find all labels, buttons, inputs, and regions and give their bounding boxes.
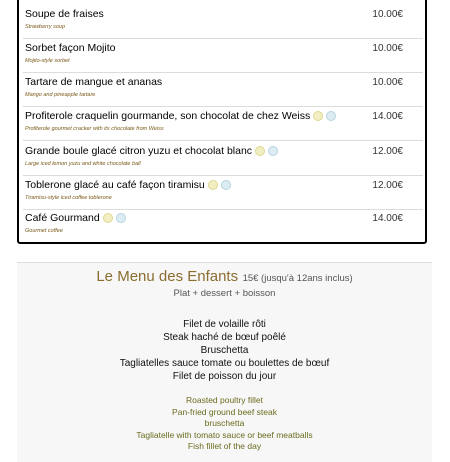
- divider: [23, 175, 423, 176]
- item-price: 10.00€: [372, 8, 403, 20]
- menu-item: [25, 110, 403, 132]
- list-item: Bruschetta: [200, 345, 249, 356]
- kids-menu-english-list: [17, 395, 432, 453]
- list-item: bruschetta: [204, 418, 245, 428]
- item-translation: Mango and pineapple tartare: [25, 92, 96, 98]
- item-translation: Mojito-style sorbet: [25, 58, 70, 64]
- gluten-free-icon: [116, 213, 126, 223]
- vegetarian-icon: [313, 111, 323, 121]
- menu-item: [25, 145, 403, 167]
- list-item: Filet de volaille rôti: [183, 319, 266, 330]
- menu-item: [25, 42, 403, 64]
- gluten-free-icon: [326, 111, 336, 121]
- divider: [23, 72, 423, 73]
- item-name: Café Gourmand: [25, 212, 100, 224]
- list-item: Filet de poisson du jour: [172, 371, 277, 382]
- list-item: Roasted poultry fillet: [185, 395, 263, 405]
- item-translation: Profiterole gourmet cracker with its chocolate from Weiss: [25, 126, 164, 132]
- vegetarian-icon: [208, 180, 218, 190]
- dessert-menu-section: [17, 0, 427, 244]
- kids-menu-title: Le Menu des Enfants: [96, 268, 239, 285]
- divider: [23, 209, 423, 210]
- kids-menu-french-list: [17, 318, 432, 383]
- vegetarian-icon: [103, 213, 113, 223]
- menu-item: [25, 179, 403, 201]
- item-name: Toblerone glacé au café façon tiramisu: [25, 179, 205, 191]
- divider: [23, 38, 423, 39]
- item-name: Tartare de mangue et ananas: [25, 76, 163, 88]
- menu-item: [25, 76, 403, 98]
- item-price: 12.00€: [372, 145, 403, 157]
- divider: [23, 140, 423, 141]
- vegetarian-icon: [255, 146, 265, 156]
- item-price: 14.00€: [372, 110, 403, 122]
- list-item: Pan-fried ground beef steak: [172, 406, 277, 417]
- item-translation: Gourmet coffee: [25, 228, 63, 234]
- kids-menu-price: 15€ (jusqu'à 12ans inclus): [242, 273, 353, 284]
- divider: [23, 106, 423, 107]
- menu-item: [25, 8, 403, 30]
- list-item: Tagliatelle with tomato sauce or beef meatballs: [136, 429, 313, 440]
- item-name: Profiterole craquelin gourmande, son chocolat de chez Weiss: [25, 110, 311, 122]
- item-price: 10.00€: [372, 76, 403, 88]
- list-item: Tagliatelles sauce tomate ou boulettes de bœuf: [119, 358, 330, 369]
- item-name: Soupe de fraises: [25, 8, 104, 20]
- item-price: 12.00€: [372, 179, 403, 191]
- item-translation: Strawberry soup: [25, 24, 66, 30]
- kids-menu-subtitle: Plat + dessert + boisson: [173, 288, 276, 299]
- item-name: Grande boule glacé citron yuzu et chocolat blanc: [25, 145, 253, 157]
- list-item: Fish fillet of the day: [187, 441, 262, 451]
- item-translation: Large iced lemon yuzu and white chocolate ball: [25, 161, 141, 167]
- item-name: Sorbet façon Mojito: [25, 42, 116, 54]
- menu-item: [25, 212, 403, 234]
- gluten-free-icon: [221, 180, 231, 190]
- kids-menu-section: [17, 262, 432, 462]
- gluten-free-icon: [268, 146, 278, 156]
- list-item: Steak haché de bœuf poêlé: [163, 332, 286, 343]
- item-price: 14.00€: [372, 212, 403, 224]
- item-translation: Tiramisu-style iced coffee toblerone: [25, 195, 112, 201]
- item-price: 10.00€: [372, 42, 403, 54]
